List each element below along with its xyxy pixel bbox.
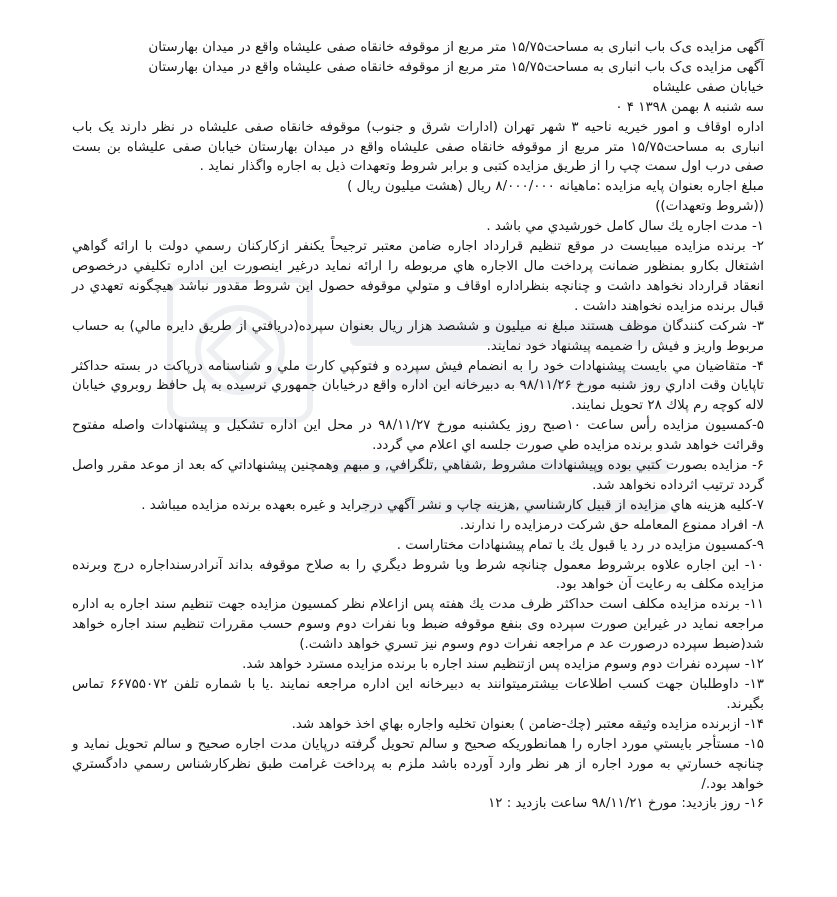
condition-item: ۱۶- روز بازديد: مورخ ۹۸/۱۱/۲۱ ساعت بازديد : ۱۲ — [488, 796, 764, 812]
condition-item: ۷-كليه هزينه هاي مزايده از قبيل كارشناسي ,هزينه چاپ و نشر آگهي درجرايد و غيره بعهده برنده مزايده ميباشد . — [141, 497, 764, 513]
conditions-list — [72, 217, 764, 814]
title-line-2: آگهی مزایده ی‌ک باب انباری به مساحت۱۵/۷۵ متر مربع از موقوفه خانقاه صفی علیشاه واقع در میدان بهارستان — [148, 59, 764, 75]
publish-date: سه شنبه ۸ بهمن ۱۳۹۸ ۴ ۰ — [615, 99, 764, 115]
title-line-3: خیابان صفی علیشاه — [652, 79, 764, 95]
condition-item: ۶- مزايده بصورت كتبي بوده وپيشنهادات مشروط ,شفاهي ,تلگرافي, و مبهم وهمچنين پيشنهاداتي كه بعد از موعد مقرر واصل گردد ترتيب اثرداده نخواهد شد. — [72, 458, 764, 493]
base-price: مبلغ اجاره بعنوان پایه مزایده :ماهیانه ۸/۰۰۰/۰۰۰ ریال (هشت میلیون ریال ) — [347, 179, 764, 195]
auction-notice — [72, 38, 764, 814]
title-line-1: آگهی مزایده ی‌ک باب انباری به مساحت۱۵/۷۵ متر مربع از موقوفه خانقاه صفی علیشاه واقع در میدان بهارستان — [148, 40, 764, 55]
condition-item: ۱۴- ازبرنده مزايده وثيقه معتبر (چك-ضامن ) بعنوان تخليه واجاره بهاي اخذ خواهد شد. — [291, 716, 764, 732]
condition-item: ۱۱- برنده مزايده مكلف است حداكثر ظرف مدت يك هفته پس ازاعلام نظر كمسيون مزايده جهت تنظيم سند اجاره به اداره مراجعه نمايد در غيراين صورت سپرده وی بنفع موقوفه ضبط وبا نفرات دوم وسوم حسب مقررات تنظيم سند اجاره خواهد شد(ضبط سپرده درصورت عد م مراجعه نفرات دوم وسوم نيز تسري خواهد داشت.) — [72, 597, 764, 653]
condition-item: ۱۵- مستأجر بايستي مورد اجاره را همانطوريكه صحيح و سالم تحويل گرفته درپايان مدت اجاره صحيح و سالم تحويل نمايد و چنانچه خسارتي به مورد اجاره از هر نظر وارد آورده باشد ملزم به پرداخت غرامت طبق نظركارشناس رسمي دادگستري خواهد بود./ — [72, 736, 764, 792]
notice-intro: اداره اوقاف و امور خیریه ناحیه ۳ شهر تهران (ادارات شرق و جنوب) موقوفه خانقاه صفی علیشاه در نظر دارند یک باب انباری به مساحت۱۵/۷۵ متر مربع از موقوفه خانقاه صفی علیشاه واقع در میدان بهارستان خیابان صفی علیشاه بن بست صفی درب اول سمت چپ را از طریق مزایده کتبی و برابر شروط وتعهدات ذیل به اجاره واگذار نماید . — [72, 119, 765, 175]
conditions-heading: ((شروط وتعهدات)) — [655, 199, 764, 215]
condition-item: ۳- شركت كنندگان موظف هستند مبلغ نه ميليون و ششصد هزار ريال بعنوان سپرده(دريافتي از طريق دايره مالي) به حساب مربوط واريز و فيش را ضميمه پيشنهاد خود نمايند. — [72, 318, 764, 354]
condition-item: ۲- برنده مزايده ميبايست در موقع تنظيم قرارداد اجاره ضامن معتبر ترجيحاً يكنفر ازكاركنان رسمي دولت با ارائه گواهي اشتغال بكارو بمنظور ضمانت پرداخت مال الاجاره هاي مربوطه را ارائه نمايد درغير اينصورت اين اداره تكليفي درخصوص انعقاد قرارداد نخواهد داشت و چنانچه بنظراداره اوقاف و متولي موقوفه حصول اين شروط مقدور نباشد هيچگونه تعهدي در قبال برنده مزايده نخواهند داشت . — [72, 239, 764, 314]
notice-title — [72, 38, 764, 98]
condition-item: ۱۳- داوطلبان جهت كسب اطلاعات بيشترميتوانند به دبيرخانه اين اداره مراجعه نمايند .يا با شماره تلفن ۶۶۷۵۵۰۷۲ تماس بگيرند. — [72, 677, 764, 712]
condition-item: ۱۲- سپرده نفرات دوم وسوم مزايده پس ازتنظيم سند اجاره با برنده مزايده مسترد خواهد شد. — [242, 657, 764, 673]
condition-item: ۱- مدت اجاره يك سال كامل خورشيدي مي باشد . — [486, 219, 764, 235]
condition-item: ۵-كمسيون مزايده رأس ساعت ۱۰صبح روز يكشنبه مورخ ۹۸/۱۱/۲۷ در محل اين اداره تشكيل و پيشنهادات واصله مفتوح وقرائت خواهد شدو برنده مزايده طي صورت جلسه اي اعلام مي گردد. — [72, 418, 764, 454]
condition-item: ۸- افراد ممنوع المعامله حق شركت درمزايده را ندارند. — [459, 517, 764, 533]
condition-item: ۴- متقاضيان مي بايست پيشنهادات خود را به انضمام فيش سپرده و فتوكپي كارت ملي و شناسنامه درپاكت در بسته حداكثر تاپايان وقت اداري روز شنبه مورخ ۹۸/۱۱/۲۶ به دبيرخانه اين اداره واقع درخيابان جمهوري نرسيده به پل حافظ روبروي خيابان لاله كوچه رم پلاك ۲۸ تحويل نمايند. — [72, 358, 764, 414]
condition-item: ۹-كمسيون مزايده در رد يا قبول يك يا تمام پيشنهادات مختاراست . — [396, 537, 764, 553]
condition-item: ۱۰- اين اجاره علاوه برشروط معمول چنانچه شرط ويا شروط ديگري را به صلاح موقوفه بداند آنرادرسنداجاره درج وبرنده مزايده مكلف به رعايت آن خواهد بود. — [72, 557, 764, 593]
